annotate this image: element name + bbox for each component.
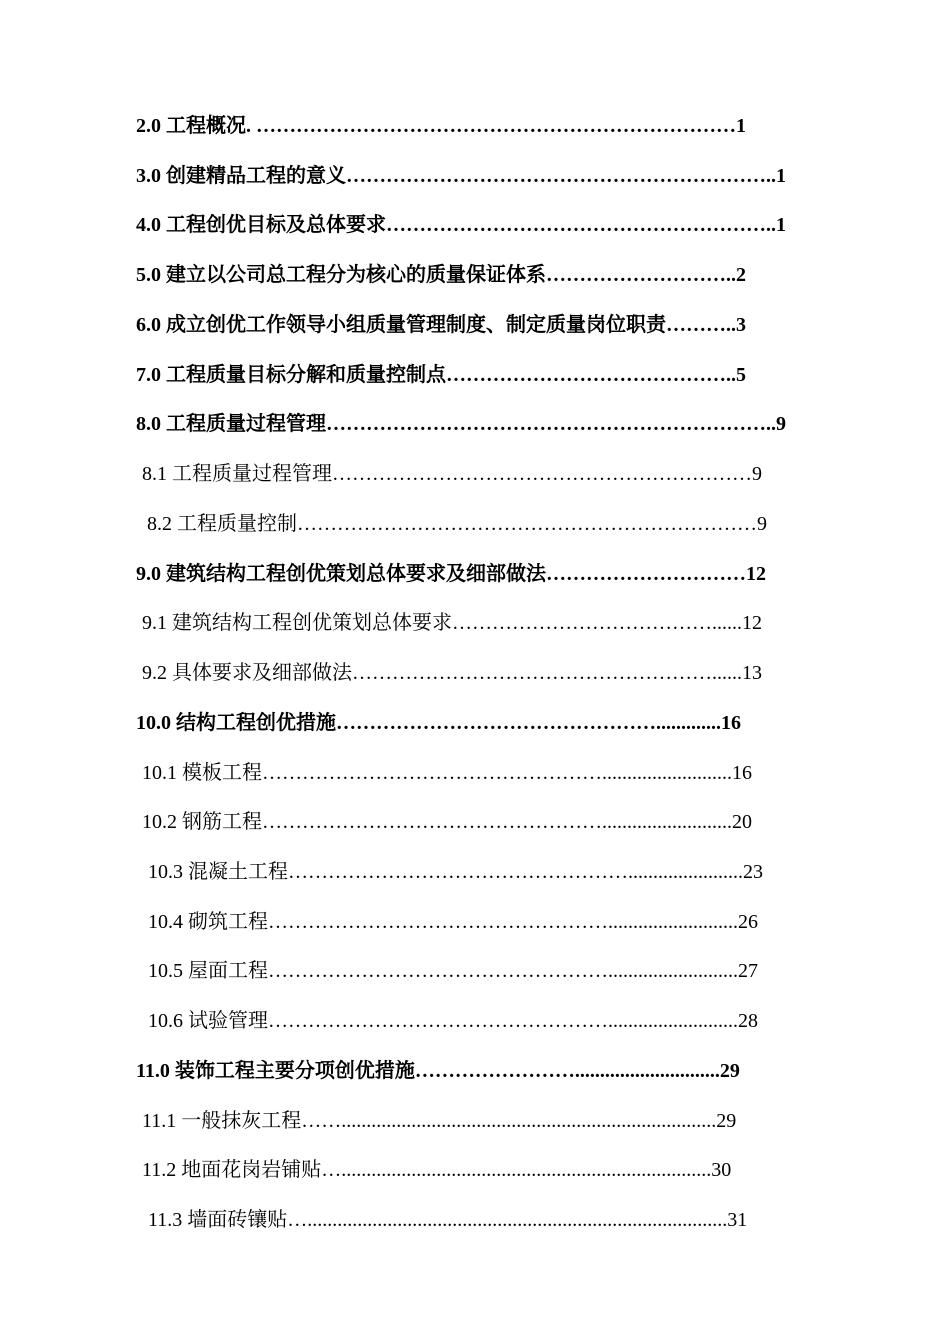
toc-entry-5-0: 5.0 建立以公司总工程分为核心的质量保证体系………………………..2 — [136, 264, 746, 286]
toc-entry-7-0: 7.0 工程质量目标分解和质量控制点……………………………………..5 — [136, 364, 746, 386]
toc-entry-10-2: 10.2 钢筋工程……………………………………………..........................20 — [142, 811, 752, 833]
toc-entry-10-5: 10.5 屋面工程……………………………………………..........................27 — [148, 960, 758, 982]
toc-entry-8-1: 8.1 工程质量过程管理………………………………………………………9 — [142, 463, 762, 485]
toc-entry-6-0: 6.0 成立创优工作领导小组质量管理制度、制定质量岗位职责………..3 — [136, 314, 746, 336]
toc-entry-10-3: 10.3 混凝土工程…………………………………………….......................23 — [148, 861, 763, 883]
toc-entry-10-1: 10.1 模板工程……………………………………………..........................16 — [142, 762, 752, 784]
toc-entry-8-2: 8.2 工程质量控制……………………………………………………………9 — [147, 513, 767, 535]
toc-entry-9-0: 9.0 建筑结构工程创优策划总体要求及细部做法…………………………12 — [136, 563, 766, 585]
toc-entry-11-1: 11.1 一般抹灰工程……...........................................................................29 — [142, 1110, 737, 1132]
toc-entry-2-0: 2.0 工程概况. ………………………………………………………………1 — [136, 115, 746, 137]
toc-entry-11-3: 11.3 墙面砖镶贴…....................................................................................31 — [148, 1209, 748, 1231]
toc-entry-9-2: 9.2 具体要求及细部做法………………………………………………......13 — [142, 662, 762, 684]
toc-entry-10-6: 10.6 试验管理……………………………………………..........................28 — [148, 1010, 758, 1032]
toc-entry-9-1: 9.1 建筑结构工程创优策划总体要求…………………………………......12 — [142, 612, 762, 634]
toc-entry-11-2: 11.2 地面花岗岩铺贴…..........................................................................30 — [142, 1159, 732, 1181]
toc-entry-8-0: 8.0 工程质量过程管理…………………………………………………………..9 — [136, 413, 786, 435]
toc-entry-3-0: 3.0 创建精品工程的意义………………………………………………………..1 — [136, 165, 786, 187]
toc-entry-10-4: 10.4 砌筑工程……………………………………………..........................26 — [148, 911, 758, 933]
toc-entry-10-0: 10.0 结构工程创优措施………………………………………….............16 — [136, 712, 741, 734]
toc-entry-4-0: 4.0 工程创优目标及总体要求…………………………………………………..1 — [136, 214, 786, 236]
toc-entry-11-0: 11.0 装饰工程主要分项创优措施…………………….............................29 — [136, 1060, 740, 1082]
